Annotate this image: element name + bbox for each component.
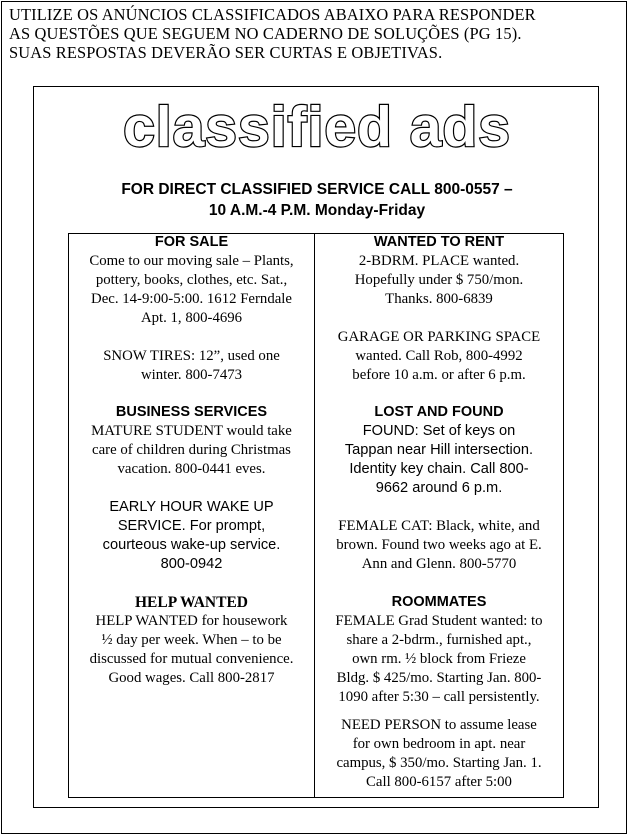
ad-line: GARAGE OR PARKING SPACE [337,329,541,345]
ad-line: FOUND: Set of keys on [362,423,516,439]
section-roommates [316,593,562,707]
instructions-block [9,5,621,62]
classified-ads-banner: classified ads [123,95,511,159]
section-heading: ROOMMATES [391,594,487,610]
ad-line: Apt. 1, 800-4696 [140,310,243,326]
ad-moving-sale [69,252,314,328]
section-lost-and-found [316,403,562,498]
left-column [69,234,314,797]
ad-line: vacation. 800-0441 eves. [117,461,266,477]
ad-line: FEMALE CAT: Black, white, and [338,518,540,534]
ad-housework [69,612,314,688]
ad-line: ½ day per week. When – to be [101,632,282,648]
ad-line: MATURE STUDENT would take [91,423,292,439]
ad-line: Identity key chain. Call 800- [349,461,529,477]
ad-line: FEMALE Grad Student wanted: to [335,613,543,629]
ad-line: Ann and Glenn. 800-5770 [361,556,517,572]
service-line-hours: 10 A.M.-4 P.M. Monday-Friday [208,202,426,219]
ad-line: winter. 800-7473 [140,367,243,383]
ad-female-cat [316,517,562,574]
ad-line: Thanks. 800-6839 [385,291,493,307]
ad-line: EARLY HOUR WAKE UP [109,499,274,515]
ad-female-grad-student [316,612,562,707]
ad-line: before 10 a.m. or after 6 p.m. [352,367,526,383]
ad-line: courteous wake-up service. [102,537,281,553]
column-divider [314,234,315,797]
section-help-wanted [69,593,314,688]
ad-line: campus, $ 350/mo. Starting Jan. 1. [336,755,542,771]
service-line-phone: FOR DIRECT CLASSIFIED SERVICE CALL 800-0557 – [121,181,513,198]
ad-line: pottery, books, clothes, etc. Sat., [95,272,288,288]
ad-garage-parking [316,328,562,385]
ad-line: SNOW TIRES: 12”, used one [103,348,280,364]
ad-need-person-lease [316,716,562,792]
ad-2-bdrm-place [316,252,562,309]
section-heading: BUSINESS SERVICES [115,404,268,420]
section-for-sale [69,233,314,328]
ad-line: Come to our moving sale – Plants, [89,253,294,269]
instructions-line: UTILIZE OS ANÚNCIOS CLASSIFICADOS ABAIXO PARA RESPONDER [9,5,536,24]
ad-line: 1090 after 5:30 – call persistently. [338,689,540,705]
section-heading: HELP WANTED [135,594,248,611]
section-heading: FOR SALE [154,234,229,250]
ad-line: Hopefully under $ 750/mon. [354,272,524,288]
ad-mature-student [69,422,314,479]
ad-line: 9662 around 6 p.m. [375,480,503,496]
section-heading: LOST AND FOUND [374,404,504,420]
ad-line: 800-0942 [160,556,223,572]
ad-line: wanted. Call Rob, 800-4992 [355,348,523,364]
ad-line: brown. Found two weeks ago at E. [336,537,542,553]
ad-line: HELP WANTED for housework [95,613,288,629]
service-info [34,179,600,221]
ad-found-keys [316,422,562,498]
section-heading: WANTED TO RENT [373,234,505,250]
ad-line: Dec. 14-9:00-5:00. 1612 Ferndale [91,291,292,307]
ad-line: care of children during Christmas [92,442,291,458]
ad-line: discussed for mutual convenience. [89,651,294,667]
section-business-services [69,403,314,479]
ad-line: own rm. ½ block from Frieze [352,651,526,667]
instructions-line: AS QUESTÕES QUE SEGUEM NO CADERNO DE SOLUÇÕES (PG 15). [9,24,522,43]
ad-line: Tappan near Hill intersection. [344,442,534,458]
ad-line: Good wages. Call 800-2817 [108,670,275,686]
ad-wake-up-service [69,498,314,574]
ad-line: Bldg. $ 425/mo. Starting Jan. 800- [336,670,542,686]
classified-ads-box [33,86,599,808]
ad-line: SERVICE. For prompt, [117,518,266,534]
ad-line: share a 2-bdrm., furnished apt., [346,632,532,648]
ad-line: Call 800-6157 after 5:00 [366,774,512,790]
instructions-line: SUAS RESPOSTAS DEVERÃO SER CURTAS E OBJETIVAS. [9,43,443,62]
right-column [316,234,562,797]
ads-grid [68,233,564,798]
ad-line: for own bedroom in apt. near [352,736,526,752]
ad-line: 2-BDRM. PLACE wanted. [358,253,520,269]
section-wanted-to-rent [316,233,562,309]
ad-snow-tires [69,347,314,385]
ad-line: NEED PERSON to assume lease [341,717,537,733]
